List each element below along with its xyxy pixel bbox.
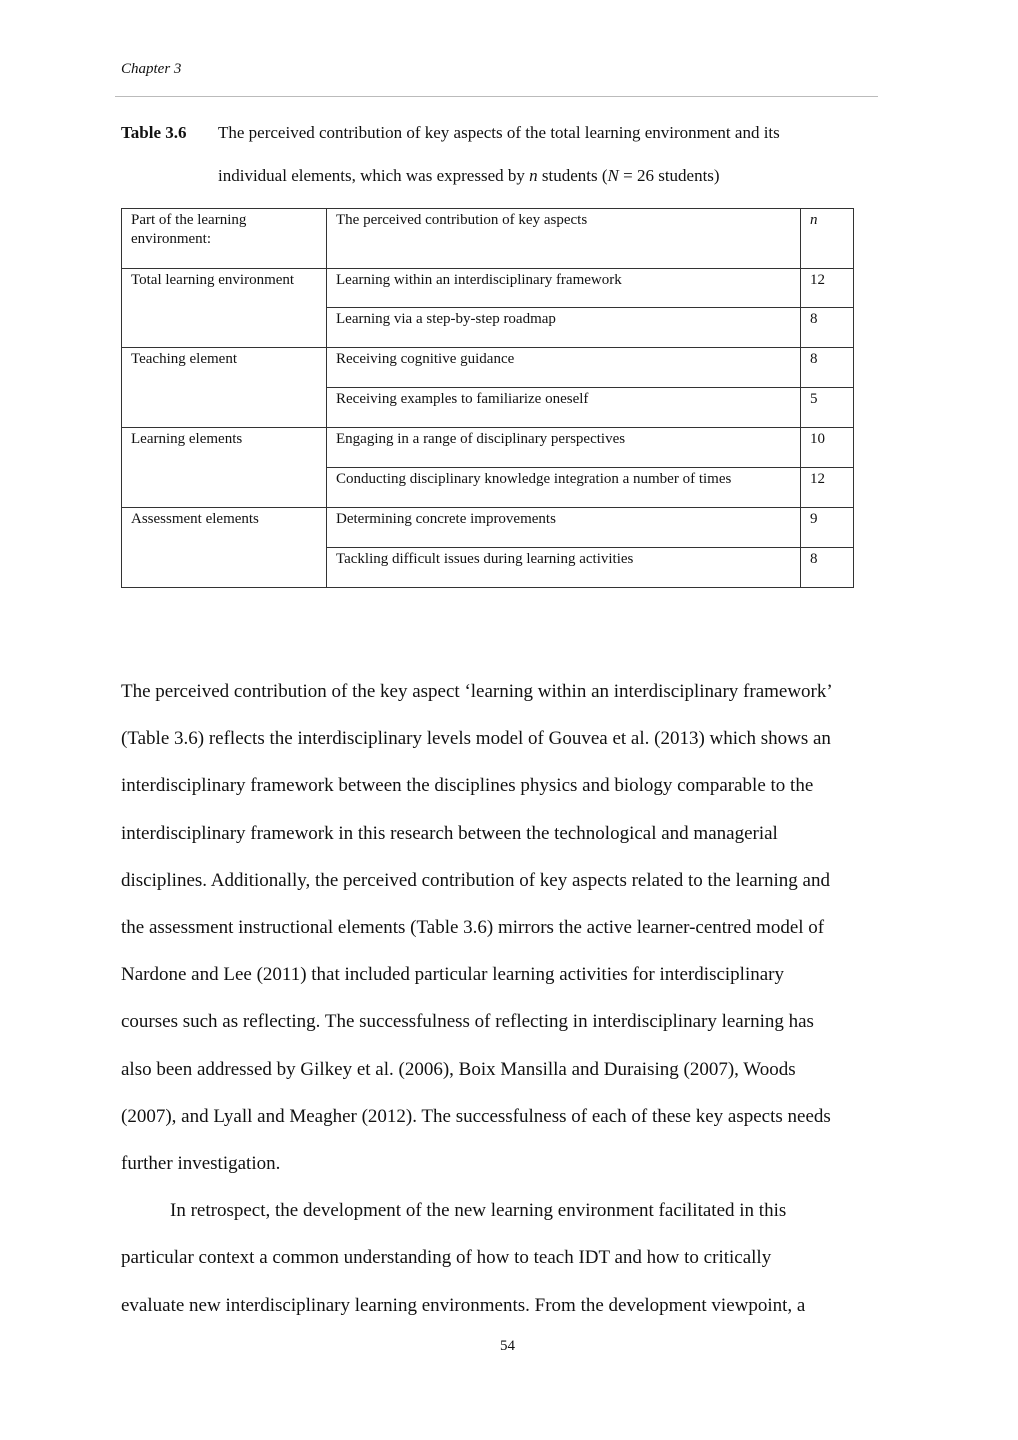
body-line: Nardone and Lee (2011) that included particular learning activities for interdisciplinary [121,964,784,986]
table-row [122,548,854,588]
cell-n: 9 [801,508,854,548]
cell-n: 8 [801,548,854,588]
caption-n: n [529,166,538,185]
header-rule [115,96,878,97]
body-line: evaluate new interdisciplinary learning environments. From the development viewpoint, a [121,1294,806,1316]
body-line: further investigation. [121,1153,281,1174]
page-number: 54 [500,1338,515,1354]
body-line: also been addressed by Gilkey et al. (2006), Boix Mansilla and Duraising (2007), Woods [121,1058,796,1080]
cell-aspect: Determining concrete improvements [327,508,801,548]
body-line: interdisciplinary framework in this research between the technological and managerial [121,822,778,844]
body-line: (2007), and Lyall and Meagher (2012). The successfulness of each of these key aspects needs [121,1105,831,1127]
cell-aspect: Learning via a step-by-step roadmap [327,308,801,348]
chapter-header: Chapter 3 [121,61,182,77]
caption-text: students ( [537,166,608,185]
table-row [122,508,854,548]
cell-n: 12 [801,269,854,308]
body-line: courses such as reflecting. The successfulness of reflecting in interdisciplinary learning has [121,1011,814,1033]
cell-part: Total learning environment [122,269,327,308]
table-row [122,428,854,468]
header-part: Part of the learning environment: [122,209,327,269]
cell-n: 5 [801,388,854,428]
body-line: interdisciplinary framework between the disciplines physics and biology comparable to the [121,775,814,797]
cell-part: Teaching element [122,348,327,388]
cell-aspect: Learning within an interdisciplinary framework [327,269,801,308]
caption-N: N [607,166,619,185]
cell-aspect: Engaging in a range of disciplinary perspectives [327,428,801,468]
cell-part: Learning elements [122,428,327,468]
table-caption-line1: The perceived contribution of key aspects of the total learning environment and its [218,123,780,142]
cell-aspect: Conducting disciplinary knowledge integration a number of times [327,468,801,508]
body-line: (Table 3.6) reflects the interdisciplinary levels model of Gouvea et al. (2013) which shows an [121,728,831,750]
cell-part [122,308,327,348]
cell-part [122,388,327,428]
table-label: Table 3.6 [121,123,187,142]
table-header-row [122,209,854,269]
cell-n: 10 [801,428,854,468]
cell-part: Assessment elements [122,508,327,548]
cell-aspect: Receiving examples to familiarize oneself [327,388,801,428]
caption-text: individual elements, which was expressed by [218,166,530,185]
table-row [122,308,854,348]
cell-part [122,548,327,588]
cell-aspect: Tackling difficult issues during learning activities [327,548,801,588]
contribution-table [121,208,854,588]
table-row [122,348,854,388]
table-caption-line2 [218,166,720,186]
table-row [122,468,854,508]
caption-text: = 26 students) [618,166,720,185]
body-line: disciplines. Additionally, the perceived contribution of key aspects related to the learning and [121,869,830,891]
cell-n: 8 [801,348,854,388]
table-row [122,388,854,428]
body-line: The perceived contribution of the key aspect ‘learning within an interdisciplinary framework’ [121,681,833,702]
table-row [122,269,854,308]
header-n: n [801,209,854,269]
body-line: the assessment instructional elements (Table 3.6) mirrors the active learner-centred model of [121,917,825,938]
cell-aspect: Receiving cognitive guidance [327,348,801,388]
cell-n: 8 [801,308,854,348]
header-aspect: The perceived contribution of key aspects [327,209,801,269]
cell-part [122,468,327,508]
body-line: particular context a common understanding of how to teach IDT and how to critically [121,1247,772,1269]
body-line: In retrospect, the development of the new learning environment facilitated in this [170,1200,787,1222]
cell-n: 12 [801,468,854,508]
